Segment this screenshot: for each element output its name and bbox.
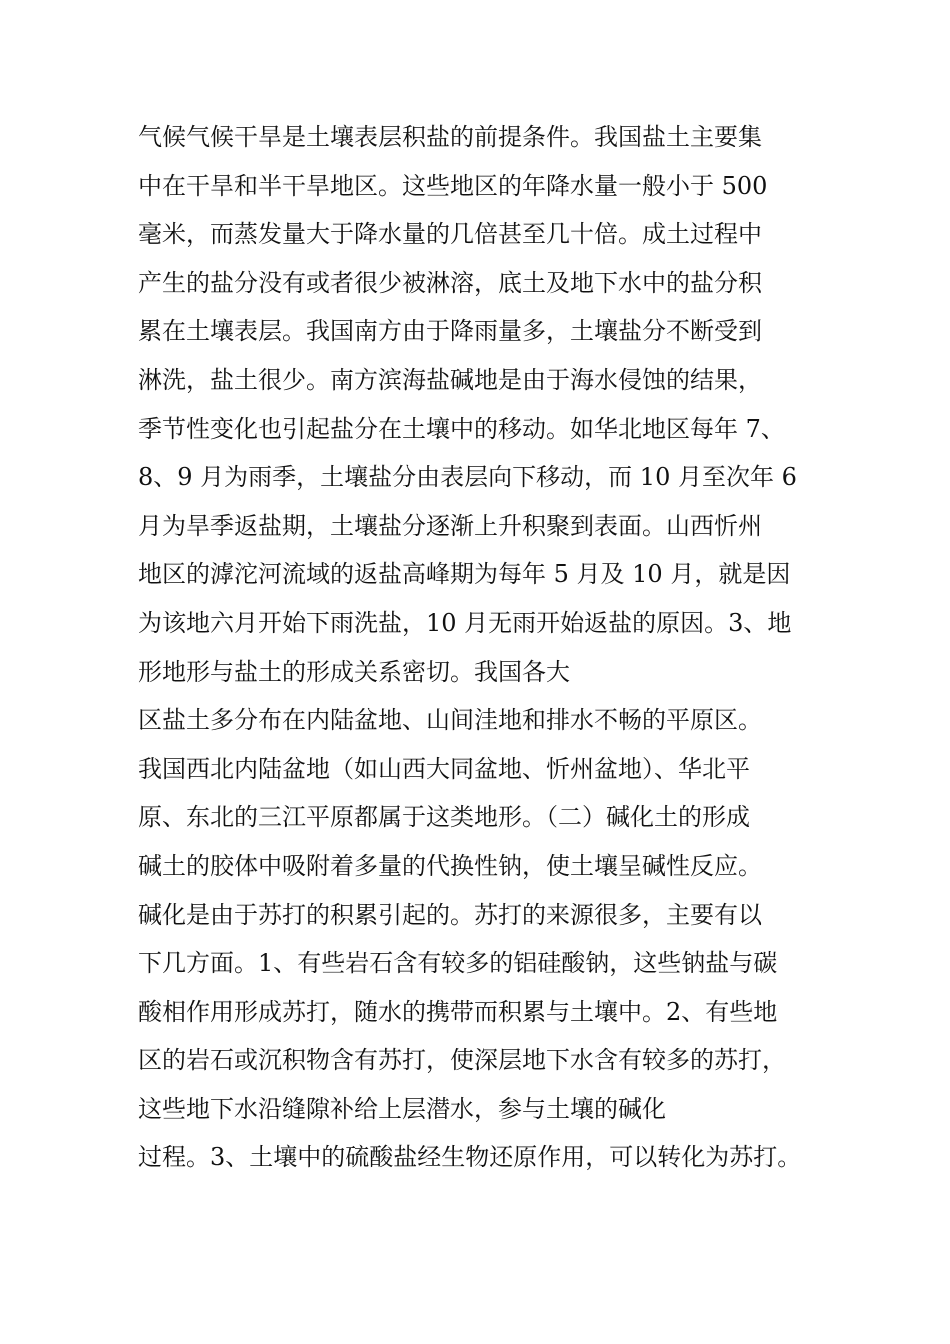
text-line: 中在干旱和半干旱地区。这些地区的年降水量一般小于 500 [138,171,768,200]
text-line: 区盐土多分布在内陆盆地、山间洼地和排水不畅的平原区。 [138,706,762,735]
text-line: 形地形与盐土的形成关系密切。我国各大 [138,657,570,686]
text-line: 8、9 月为雨季，土壤盐分由表层向下移动，而 10 月至次年 6 [138,463,797,492]
text-line: 地区的滹沱河流域的返盐高峰期为每年 5 月及 10 月，就是因 [138,560,791,589]
text-line: 过程。3、土壤中的硫酸盐经生物还原作用，可以转化为苏打。 [138,1143,802,1172]
text-line: 毫米，而蒸发量大于降水量的几倍甚至几十倍。成土过程中 [138,220,762,249]
text-line: 碱化是由于苏打的积累引起的。苏打的来源很多，主要有以 [138,900,762,929]
text-line: 原、东北的三江平原都属于这类地形。（二）碱化土的形成 [138,803,750,832]
text-line: 这些地下水沿缝隙补给上层潜水，参与土壤的碱化 [138,1094,666,1123]
body-text [138,113,838,1182]
text-line: 月为旱季返盐期，土壤盐分逐渐上升积聚到表面。山西忻州 [138,511,762,540]
text-line: 气候气候干旱是土壤表层积盐的前提条件。我国盐土主要集 [138,123,762,151]
text-line: 累在土壤表层。我国南方由于降雨量多，土壤盐分不断受到 [138,317,762,346]
text-line: 我国西北内陆盆地（如山西大同盆地、忻州盆地）、华北平 [138,754,750,783]
text-line: 区的岩石或沉积物含有苏打，使深层地下水含有较多的苏打， [138,1046,786,1075]
text-line: 季节性变化也引起盐分在土壤中的移动。如华北地区每年 7、 [138,414,785,443]
text-line: 产生的盐分没有或者很少被淋溶，底土及地下水中的盐分积 [138,268,762,297]
text-line: 酸相作用形成苏打，随水的携带而积累与土壤中。2、有些地 [138,997,778,1026]
text-line: 碱土的胶体中吸附着多量的代换性钠，使土壤呈碱性反应。 [138,851,762,880]
text-line: 下几方面。1、有些岩石含有较多的铝硅酸钠，这些钠盐与碳 [138,949,778,978]
text-line: 为该地六月开始下雨洗盐，10 月无雨开始返盐的原因。3、地 [138,608,792,637]
text-line: 淋洗，盐土很少。南方滨海盐碱地是由于海水侵蚀的结果， [138,365,762,394]
